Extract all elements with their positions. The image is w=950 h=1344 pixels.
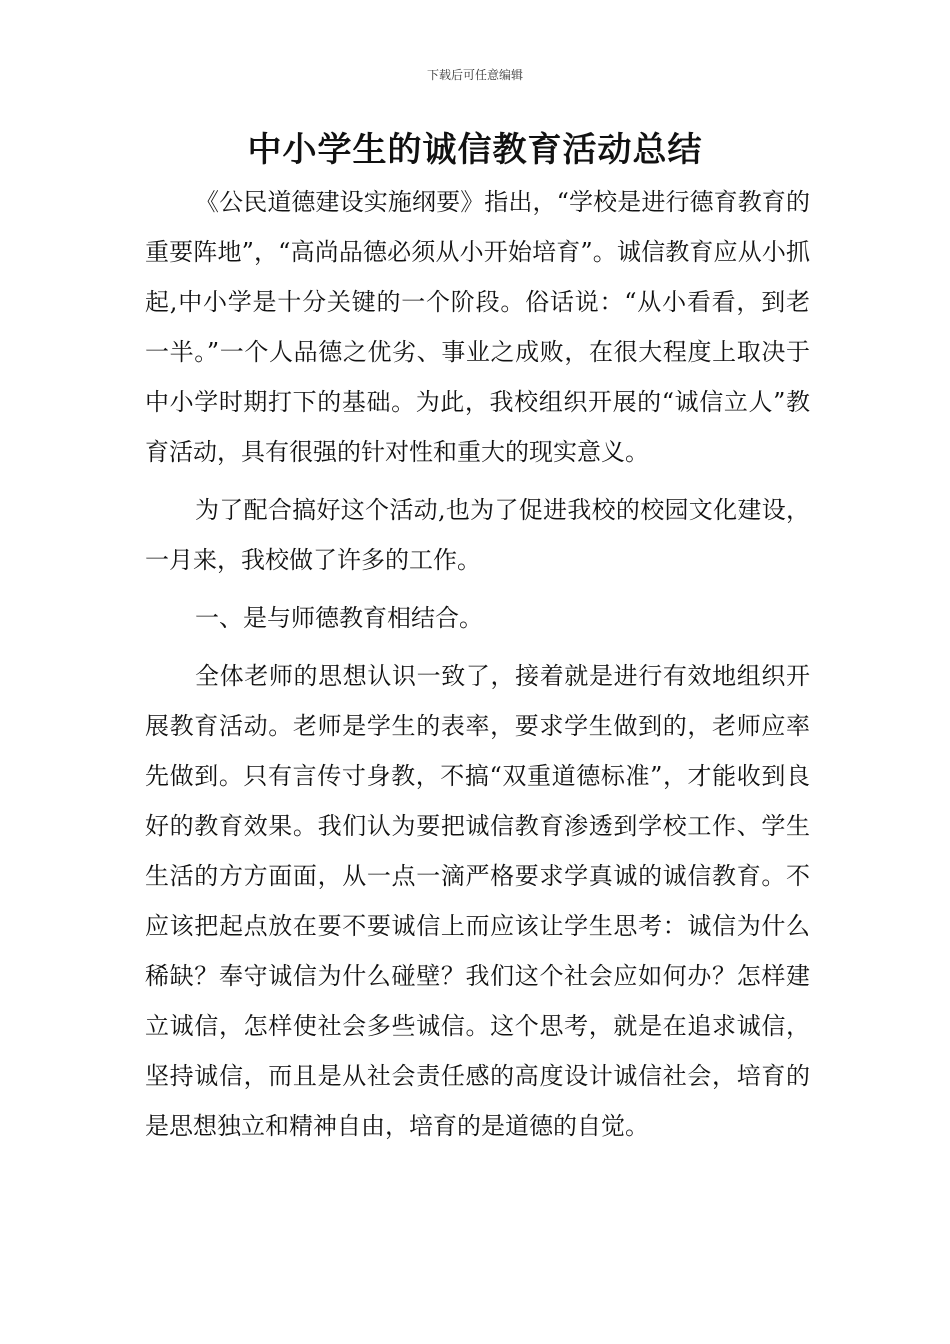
section-heading-1: 一、是与师德教育相结合。	[195, 604, 483, 632]
paragraph-intro: 《公民道德建设实施纲要》指出，“学校是进行德育教育的重要阵地”，“高尚品德必须从小开始培育”。诚信教育应从小抓起,中小学是十分关键的一个阶段。俗话说：“从小看看，到老一半。”一个人品德之优劣、事业之成败，在很大程度上取决于中小学时期打下的基础。为此，我校组织开展的“诚信立人”教育活动，具有很强的针对性和重大的现实意义。	[145, 188, 810, 466]
document-title: 中小学生的诚信教育活动总结	[247, 130, 703, 170]
document-body	[145, 177, 810, 1159]
header-note: 下载后可任意编辑	[426, 68, 523, 82]
paragraph-work-overview: 为了配合搞好这个活动,也为了促进我校的校园文化建设，一月来，我校做了许多的工作。	[145, 496, 810, 574]
paragraph-teacher-ethics: 全体老师的思想认识一致了，接着就是进行有效地组织开展教育活动。老师是学生的表率，要求学生做到的，老师应率先做到。只有言传寸身教，不搞“双重道德标准”，才能收到良好的教育效果。我们认为要把诚信教育渗透到学校工作、学生生活的方方面面，从一点一滴严格要求学真诚的诚信教育。不应该把起点放在要不要诚信上而应该让学生思考：诚信为什么稀缺？奉守诚信为什么碰壁？我们这个社会应如何办？怎样建立诚信，怎样使社会多些诚信。这个思考，就是在追求诚信，坚持诚信，而且是从社会责任感的高度设计诚信社会，培育的是思想独立和精神自由，培育的是道德的自觉。	[145, 662, 810, 1140]
